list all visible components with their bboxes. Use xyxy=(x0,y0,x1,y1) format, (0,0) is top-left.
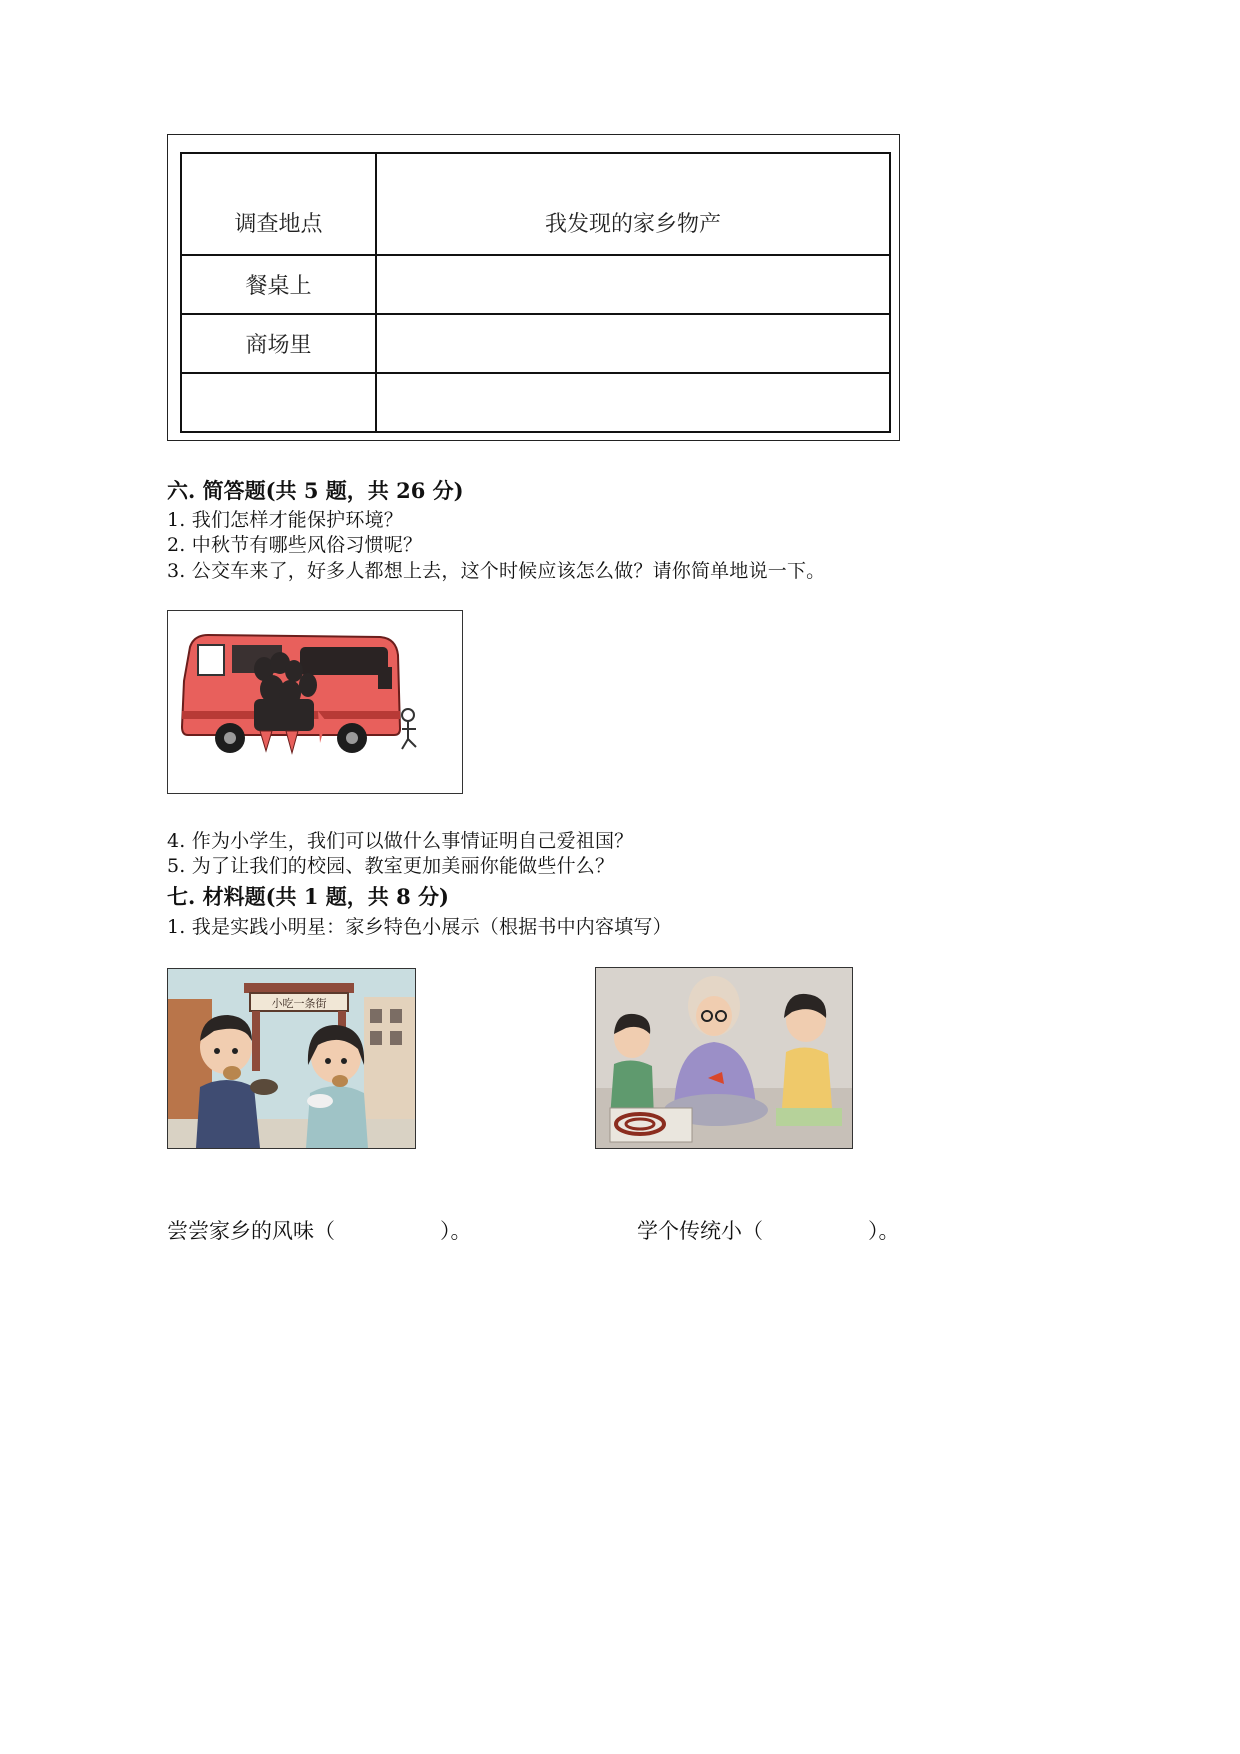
fill-blank-flavor: 尝尝家乡的风味（ ）。 xyxy=(167,1219,472,1243)
paper-cutting-illustration xyxy=(595,967,853,1149)
section-7-title: 七. 材料题(共 1 题，共 8 分) xyxy=(167,884,449,909)
row-answer-cell[interactable] xyxy=(376,314,890,373)
row-location: 商场里 xyxy=(181,314,376,373)
header-location: 调查地点 xyxy=(181,153,376,255)
bus-crowd-illustration xyxy=(167,610,463,794)
row-location: 餐桌上 xyxy=(181,255,376,314)
table-row xyxy=(181,314,890,373)
question-6-2: 2. 中秋节有哪些风俗习惯呢？ xyxy=(167,534,423,556)
section-6-title: 六. 简答题(共 5 题，共 26 分) xyxy=(167,478,464,503)
table-row xyxy=(181,255,890,314)
question-7-1: 1. 我是实践小明星：家乡特色小展示（根据书中内容填写） xyxy=(167,916,672,938)
street-sign-text: 小吃一条街 xyxy=(271,997,327,1010)
table-header-row xyxy=(181,153,890,255)
question-6-5: 5. 为了让我们的校园、教室更加美丽你能做些什么？ xyxy=(167,855,615,877)
table-row xyxy=(181,373,890,432)
question-6-1: 1. 我们怎样才能保护环境？ xyxy=(167,509,403,531)
question-6-4: 4. 作为小学生，我们可以做什么事情证明自己爱祖国？ xyxy=(167,830,634,852)
header-products: 我发现的家乡物产 xyxy=(376,153,890,255)
boy-icon xyxy=(610,1014,654,1118)
fill-blank-tradition: 学个传统小（ ）。 xyxy=(637,1219,900,1243)
question-6-3: 3. 公交车来了，好多人都想上去，这个时候应该怎么做？请你简单地说一下。 xyxy=(167,560,826,582)
snack-street-illustration xyxy=(167,968,416,1149)
paper-cutting-icon xyxy=(610,1108,692,1142)
child-icon xyxy=(402,709,416,749)
row-answer-cell[interactable] xyxy=(376,255,890,314)
row-answer-cell[interactable] xyxy=(376,373,890,432)
row-location[interactable] xyxy=(181,373,376,432)
survey-table xyxy=(180,152,891,433)
